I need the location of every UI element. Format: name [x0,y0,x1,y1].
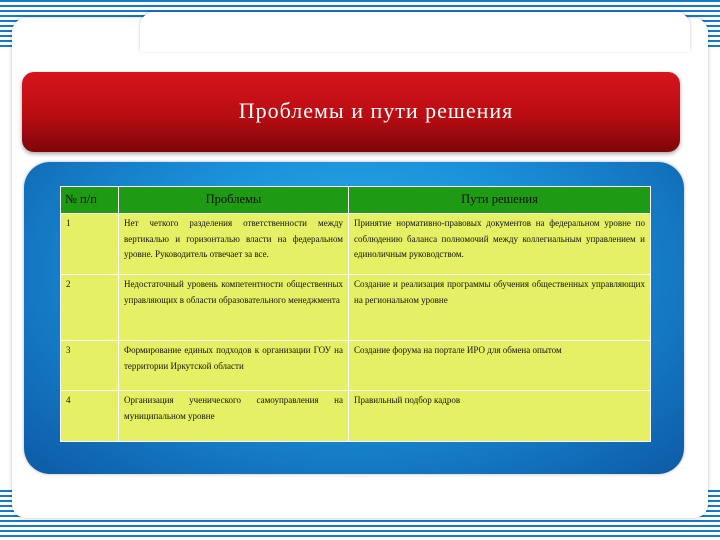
header-problems: Проблемы [119,187,349,214]
row-solution: Создание форума на портале ИРО для обмена опытом [349,341,651,391]
table-row [61,275,651,341]
row-solution: Правильный подбор кадров [349,391,651,442]
row-solution: Создание и реализация программы обучения общественных управляющих на региональном уровне [349,275,651,341]
slide-card-tab [140,12,690,52]
title-bar [22,72,680,152]
row-solution: Принятие нормативно-правовых документов на федеральном уровне по соблюдению баланса полномочий между коллегиальным управлением и единоличным руководством. [349,214,651,275]
row-number: 3 [61,341,119,391]
table-row [61,341,651,391]
row-problem: Недостаточный уровень компетентности общественных управляющих в области образовательного менеджмента [119,275,349,341]
problems-table [60,186,651,442]
header-number: № п/п [61,187,119,214]
table-header-row [61,187,651,214]
row-number: 1 [61,214,119,275]
row-problem: Организация ученического самоуправления на муниципальном уровне [119,391,349,442]
row-problem: Нет четкого разделения ответственности между вертикалью и горизонталью власти на федеральном уровне. Руководитель отвечает за все. [119,214,349,275]
header-solutions: Пути решения [349,187,651,214]
row-problem: Формирование единых подходов к организации ГОУ на территории Иркутской области [119,341,349,391]
row-number: 4 [61,391,119,442]
slide-title: Проблемы и пути решения [238,98,514,123]
table-row [61,391,651,442]
row-number: 2 [61,275,119,341]
table-row [61,214,651,275]
